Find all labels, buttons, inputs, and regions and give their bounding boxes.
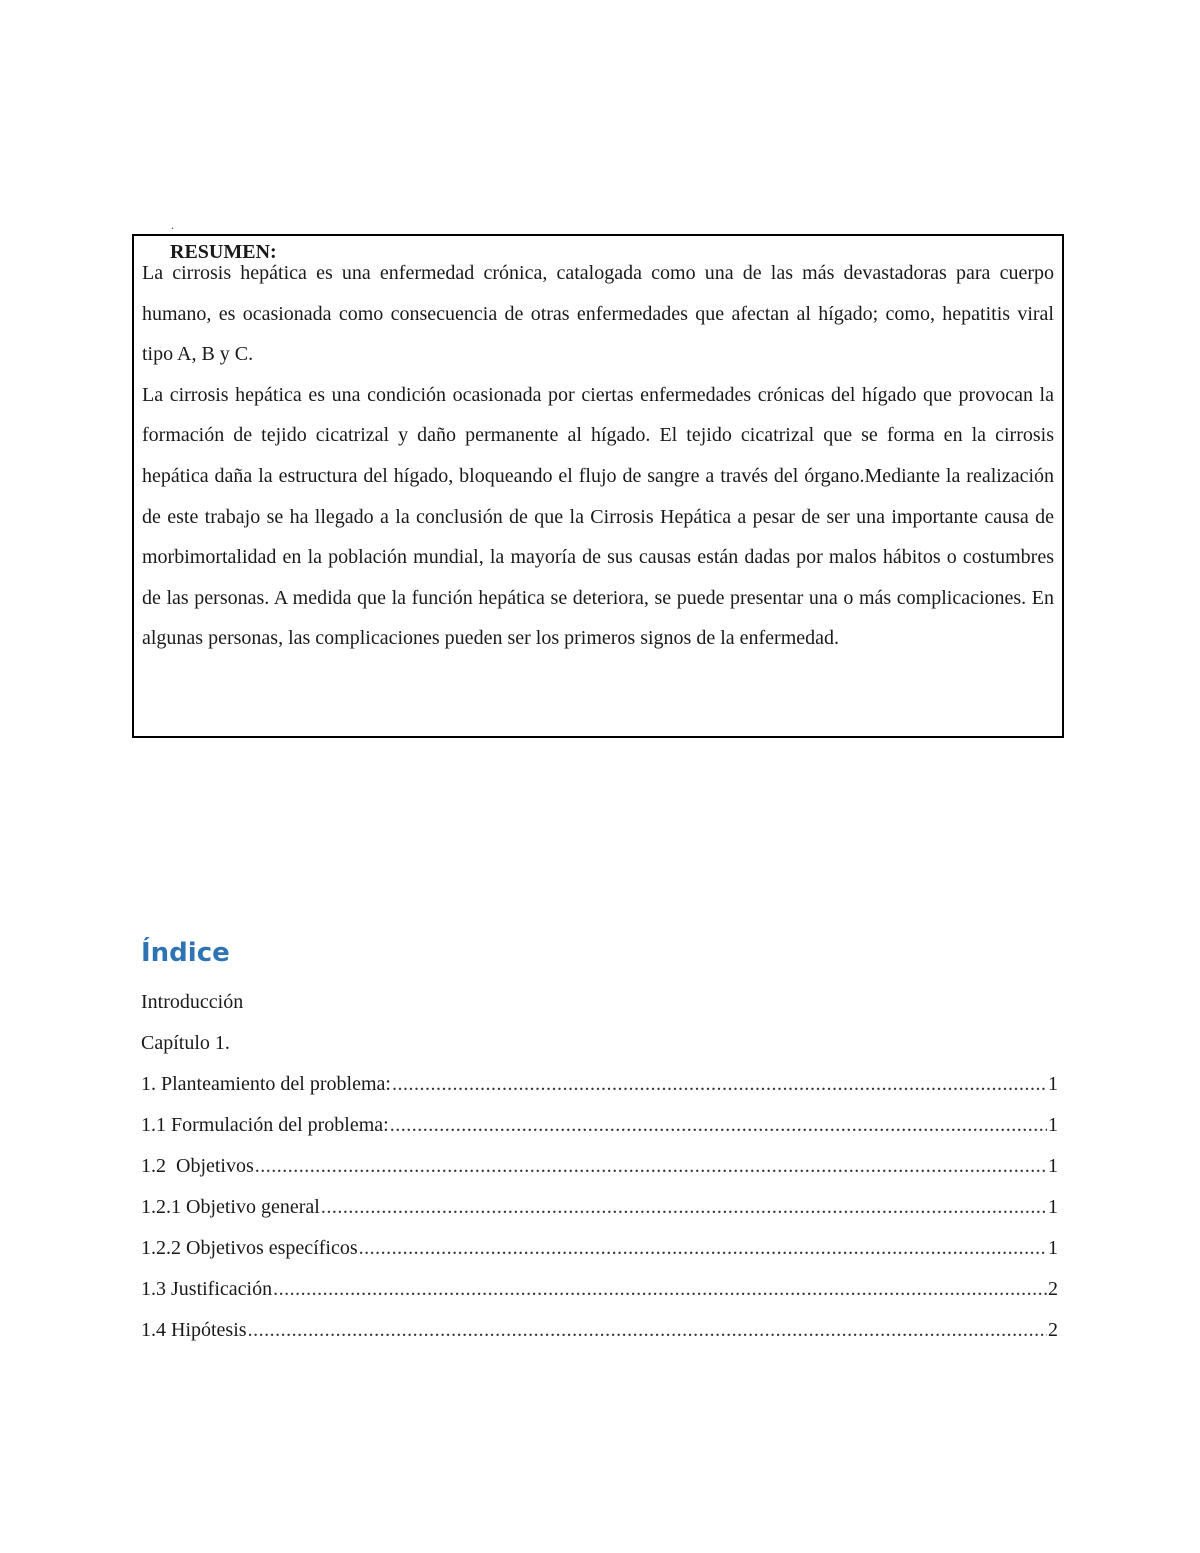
summary-title: RESUMEN: [170,241,277,263]
toc-dot-leader [359,1228,1047,1269]
toc-entry-objetivos-especificos[interactable] [141,1228,1058,1269]
toc-entry-formulacion[interactable] [141,1105,1058,1146]
toc-entry-label: 1.2.1 Objetivo general [141,1196,320,1218]
toc-dot-leader [390,1105,1047,1146]
toc-entry-page: 1 [1048,1237,1058,1259]
toc-dot-leader [392,1064,1047,1105]
summary-top-mark: . [171,218,174,232]
toc-entry-objetivos[interactable] [141,1146,1058,1187]
table-of-contents [141,982,1058,1351]
toc-dot-leader [321,1187,1047,1228]
toc-entry-page: 2 [1048,1319,1058,1341]
toc-dot-leader [255,1146,1047,1187]
toc-entry-introduccion[interactable] [141,982,1058,1023]
summary-box [132,234,1064,738]
toc-entry-page: 1 [1048,1073,1058,1095]
toc-entry-label: 1.2 Objetivos [141,1155,254,1177]
index-title: Índice [141,938,230,968]
toc-entry-capitulo-1[interactable] [141,1023,1058,1064]
toc-entry-label: 1.1 Formulación del problema: [141,1114,389,1136]
toc-entry-objetivo-general[interactable] [141,1187,1058,1228]
toc-entry-label: 1.4 Hipótesis [141,1319,247,1341]
toc-entry-page: 2 [1048,1278,1058,1300]
toc-entry-label: 1. Planteamiento del problema: [141,1073,391,1095]
toc-dot-leader [248,1310,1047,1351]
toc-entry-page: 1 [1048,1114,1058,1136]
toc-entry-justificacion[interactable] [141,1269,1058,1310]
toc-entry-page: 1 [1048,1196,1058,1218]
toc-entry-label: 1.3 Justificación [141,1278,273,1300]
toc-entry-label: Capítulo 1. [141,1032,230,1054]
toc-entry-hipotesis[interactable] [141,1310,1058,1351]
toc-dot-leader [273,1269,1047,1310]
summary-paragraph-1: La cirrosis hepática es una enfermedad crónica, catalogada como una de las más devastadoras para cuerpo humano, es ocasionada como consecuencia de otras enfermedades que afectan al hígado; como, hepatitis viral tipo A, B y C. [142,262,1054,366]
toc-entry-planteamiento[interactable] [141,1064,1058,1105]
toc-entry-page: 1 [1048,1155,1058,1177]
toc-entry-label: Introducción [141,991,244,1013]
summary-paragraph-2: La cirrosis hepática es una condición ocasionada por ciertas enfermedades crónicas del hígado que provocan la formación de tejido cicatrizal y daño permanente al hígado. El tejido cicatrizal que se forma en la cirrosis hepática daña la estructura del hígado, bloqueando el flujo de sangre a través del órgano.Mediante la realización de este trabajo se ha llegado a la conclusión de que la Cirrosis Hepática a pesar de ser una importante causa de morbimortalidad en la población mundial, la mayoría de sus causas están dadas por malos hábitos o costumbres de las personas. A medida que la función hepática se deteriora, se puede presentar una o más complicaciones. En algunas personas, las complicaciones pueden ser los primeros signos de la enfermedad. [142,383,1054,650]
toc-entry-label: 1.2.2 Objetivos específicos [141,1237,358,1259]
